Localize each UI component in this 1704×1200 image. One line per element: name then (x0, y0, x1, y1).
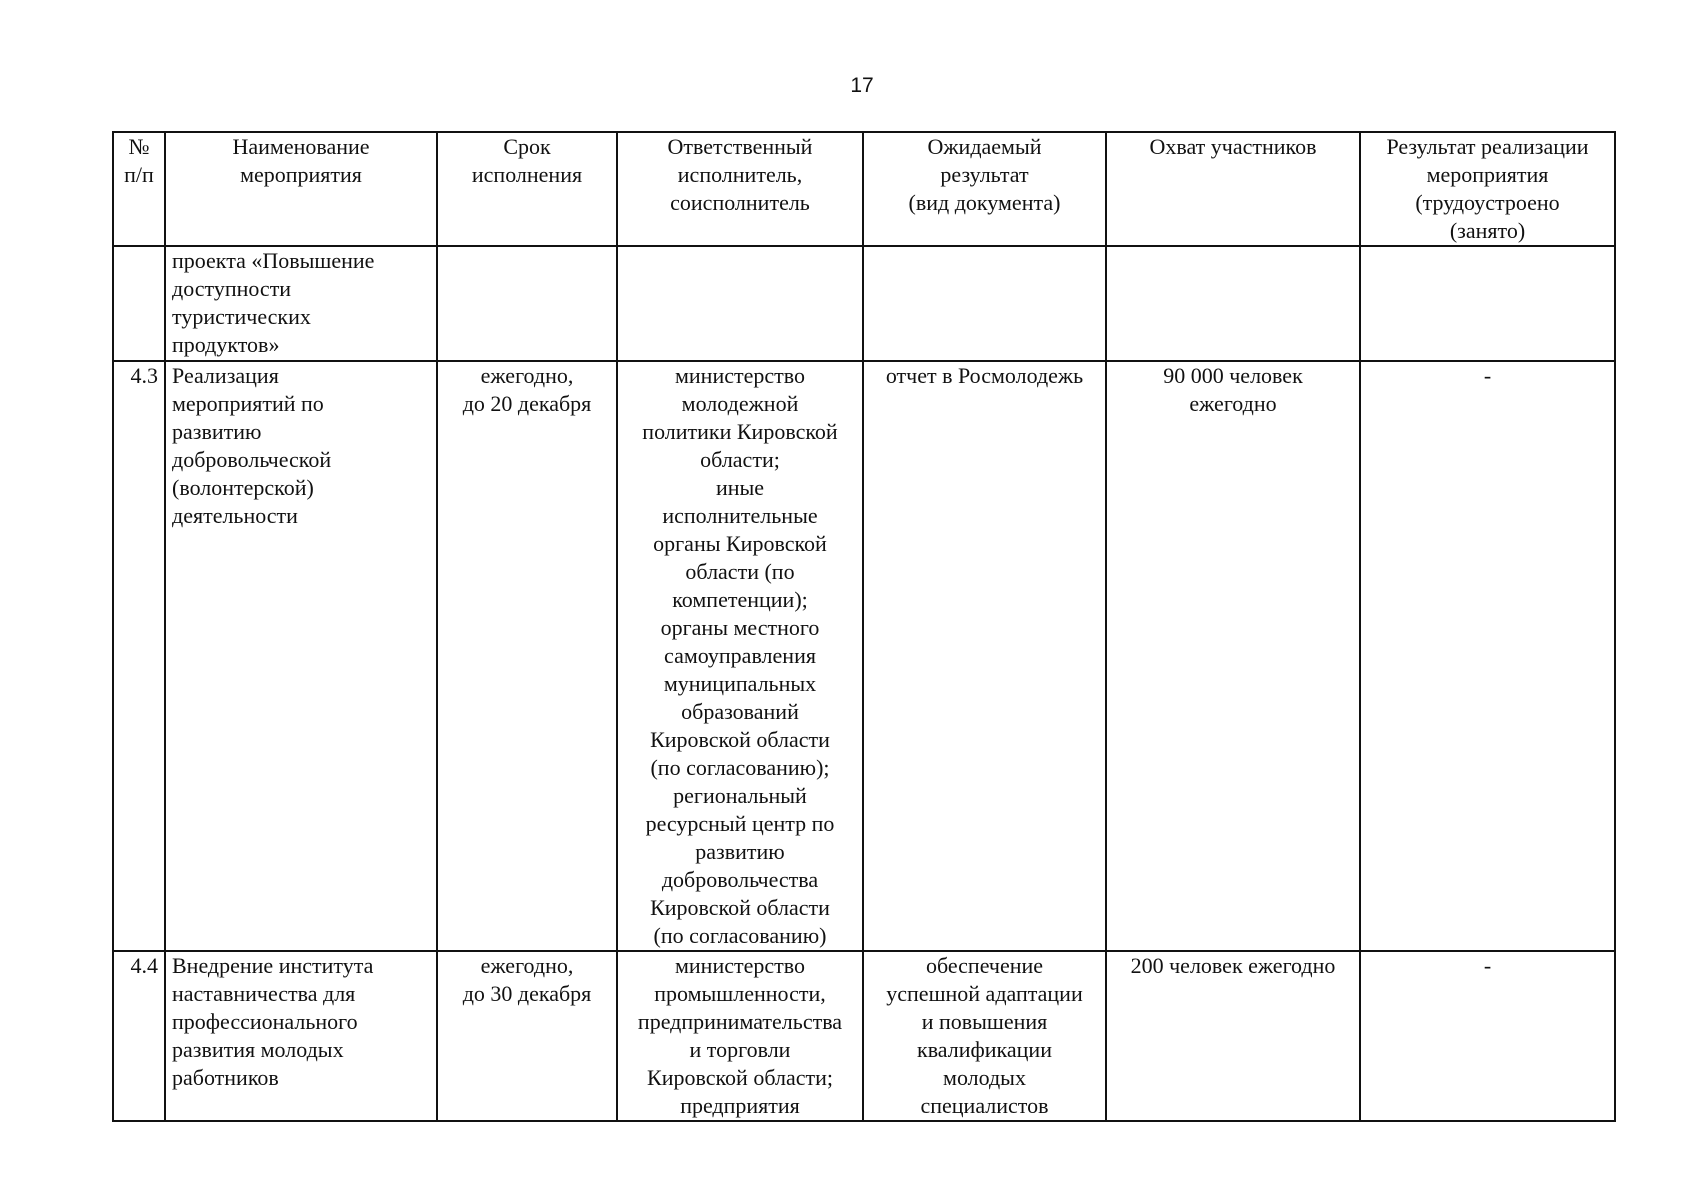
cell-text-line: Реализация (172, 363, 279, 388)
row-term (437, 246, 617, 361)
cell-text-line: 200 человек ежегодно (1130, 953, 1336, 978)
cell-text-line: развитию (695, 839, 785, 864)
cell-text-line: (волонтерской) (172, 475, 314, 500)
cell-text-line: Внедрение института (172, 953, 374, 978)
cell-text-line: Наименование (232, 134, 370, 159)
cell-text-line: 4.3 (130, 363, 158, 388)
cell-text-line: успешной адаптации (886, 981, 1083, 1006)
cell-text-line: региональный (673, 783, 807, 808)
cell-text-line: мероприятия (240, 162, 362, 187)
cell-text-line: промышленности, (654, 981, 826, 1006)
cell-text-line: (вид документа) (908, 190, 1061, 215)
cell-text-line: исполнитель, (677, 162, 803, 187)
cell-text-line: компетенции); (672, 587, 808, 612)
cell-text-line: предприятия (680, 1093, 800, 1118)
cell-text-line: работников (172, 1065, 279, 1090)
cell-text-line: Кировской области; (647, 1065, 833, 1090)
cell-text-line: доступности (172, 276, 292, 301)
row-number (113, 246, 165, 361)
cell-text-line: № (128, 134, 150, 159)
row-name (165, 246, 437, 361)
row-term (437, 361, 617, 951)
cell-text-line: исполнения (471, 162, 583, 187)
cell-text-line: отчет в Росмолодежь (885, 363, 1084, 388)
row-number (113, 361, 165, 951)
cell-text-line: Кировской области (650, 727, 830, 752)
cell-text-line: продуктов» (172, 332, 280, 357)
cell-text-line: самоуправления (664, 643, 816, 668)
cell-text-line: области; (700, 447, 780, 472)
cell-text-line: ресурсный центр по (645, 811, 835, 836)
header-coverage (1106, 132, 1360, 246)
row-expected (863, 361, 1106, 951)
cell-text-line: - (1483, 953, 1492, 978)
cell-text-line: 4.4 (130, 953, 158, 978)
cell-text-line: и повышения (921, 1009, 1048, 1034)
cell-text-line: (по согласованию); (650, 755, 830, 780)
cell-text-line: результат (940, 162, 1029, 187)
cell-text-line: ежегодно, (480, 953, 574, 978)
cell-text-line: органы местного (660, 615, 820, 640)
row-name (165, 951, 437, 1121)
header-expected-result (863, 132, 1106, 246)
cell-text-line: Охват участников (1149, 134, 1317, 159)
row-term (437, 951, 617, 1121)
row-expected (863, 951, 1106, 1121)
row-number (113, 951, 165, 1121)
cell-text-line: иные (715, 475, 765, 500)
table-row (113, 361, 1615, 951)
cell-text-line: Результат реализации (1386, 134, 1589, 159)
cell-text-line: политики Кировской (642, 419, 838, 444)
header-name (165, 132, 437, 246)
row-responsible (617, 246, 863, 361)
cell-text-line: профессионального (172, 1009, 358, 1034)
header-responsible (617, 132, 863, 246)
cell-text-line: Срок (503, 134, 551, 159)
cell-text-line: органы Кировской (653, 531, 827, 556)
cell-text-line: Кировской области (650, 895, 830, 920)
table-row (113, 246, 1615, 361)
cell-text-line: добровольческой (172, 447, 332, 472)
table-row (113, 951, 1615, 1121)
activities-table (112, 131, 1616, 1122)
row-result (1360, 361, 1615, 951)
cell-text-line: развитию (172, 419, 262, 444)
cell-text-line: п/п (124, 162, 154, 187)
cell-text-line: ежегодно, (480, 363, 574, 388)
cell-text-line: министерство (674, 363, 805, 388)
row-responsible (617, 951, 863, 1121)
cell-text-line: образований (681, 699, 799, 724)
cell-text-line: министерство (674, 953, 805, 978)
cell-text-line: добровольчества (661, 867, 819, 892)
row-result (1360, 246, 1615, 361)
cell-text-line: туристических (172, 304, 311, 329)
row-coverage (1106, 951, 1360, 1121)
cell-text-line: 90 000 человек (1163, 363, 1303, 388)
cell-text-line: (по согласованию) (653, 923, 827, 948)
cell-text-line: мероприятия (1426, 162, 1549, 187)
header-result (1360, 132, 1615, 246)
row-coverage (1106, 361, 1360, 951)
row-expected (863, 246, 1106, 361)
cell-text-line: наставничества для (172, 981, 356, 1006)
cell-text-line: деятельности (172, 503, 298, 528)
cell-text-line: квалификации (917, 1037, 1052, 1062)
cell-text-line: молодежной (681, 391, 799, 416)
cell-text-line: специалистов (920, 1093, 1049, 1118)
cell-text-line: - (1483, 363, 1492, 388)
cell-text-line: Ответственный (667, 134, 813, 159)
cell-text-line: развития молодых (172, 1037, 344, 1062)
cell-text-line: молодых (943, 1065, 1026, 1090)
cell-text-line: (трудоустроено (1415, 190, 1560, 215)
cell-text-line: области (по (685, 559, 795, 584)
cell-text-line: муниципальных (663, 671, 817, 696)
cell-text-line: и торговли (689, 1037, 791, 1062)
table-header-row (113, 132, 1615, 246)
header-term (437, 132, 617, 246)
cell-text-line: до 30 декабря (462, 981, 592, 1006)
row-result (1360, 951, 1615, 1121)
cell-text-line: проекта «Повышение (172, 248, 375, 273)
cell-text-line: мероприятий по (172, 391, 324, 416)
cell-text-line: Ожидаемый (927, 134, 1042, 159)
page-number: 17 (850, 74, 874, 97)
cell-text-line: исполнительные (662, 503, 818, 528)
cell-text-line: предпринимательства (637, 1009, 843, 1034)
header-number (113, 132, 165, 246)
row-name (165, 361, 437, 951)
cell-text-line: соисполнитель (670, 190, 810, 215)
cell-text-line: до 20 декабря (462, 391, 592, 416)
row-coverage (1106, 246, 1360, 361)
row-responsible (617, 361, 863, 951)
cell-text-line: (занято) (1449, 218, 1526, 243)
cell-text-line: ежегодно (1189, 391, 1277, 416)
cell-text-line: обеспечение (925, 953, 1044, 978)
